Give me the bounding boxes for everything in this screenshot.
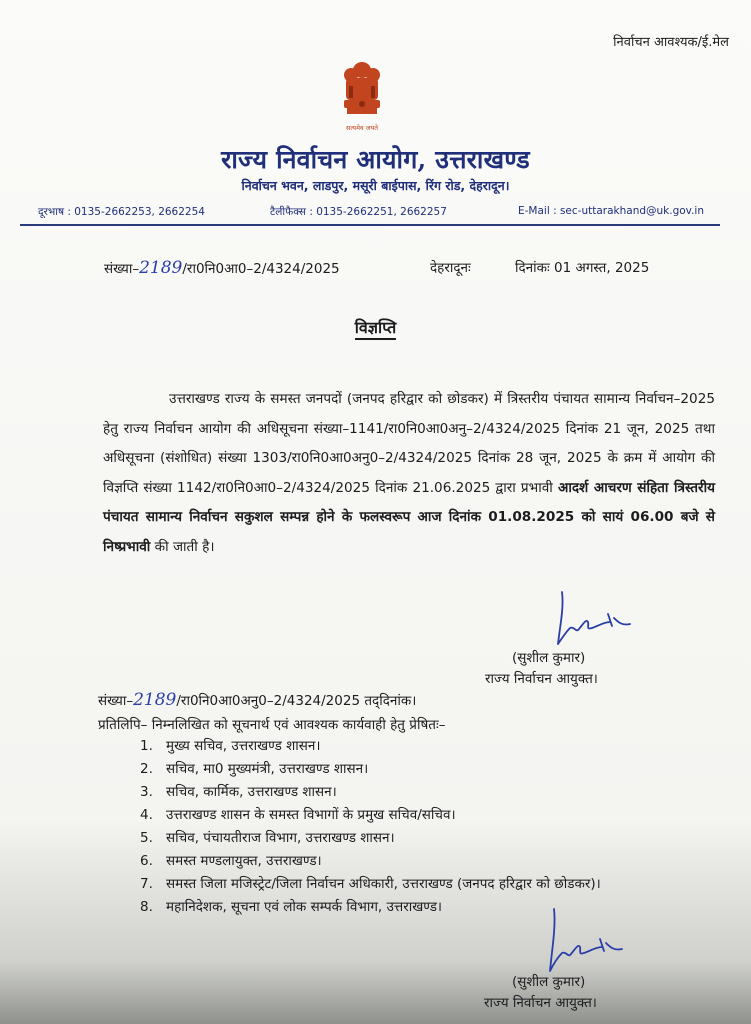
national-emblem-icon [338, 58, 386, 136]
signature-2-image [536, 905, 626, 975]
handwritten-number: 2189 [133, 690, 177, 710]
list-item: 3. सचिव, कार्मिक, उत्तराखण्ड शासन। [140, 784, 337, 800]
place: देहरादूनः [430, 260, 471, 276]
header-top-right-note: निर्वाचन आवश्यक/ई.मेल [613, 35, 729, 50]
copy-reference-number: संख्या–2189/रा0नि0आ0अनु0–2/4324/2025 तद्‌दिनांक। [98, 690, 417, 710]
letterhead-divider [20, 224, 720, 226]
notice-body-bold: आदर्श आचरण संहिता त्रिस्तरीय पंचायत सामान्य निर्वाचन सकुशल सम्पन्न होने के फलस्वरूप आज दिनांक 01.08.2025 को सायं 06.00 बजे से निष्प्रभावी [103, 479, 715, 555]
list-item: 8. महानिदेशक, सूचना एवं लोक सम्पर्क विभाग, उत्तराखण्ड। [140, 899, 443, 915]
handwritten-number: 2189 [139, 258, 183, 278]
reference-number: संख्या–2189/रा0नि0आ0–2/4324/2025 [104, 258, 340, 278]
signatory-2-designation: राज्य निर्वाचन आयुक्त। [484, 995, 597, 1011]
list-item: 4. उत्तराखण्ड शासन के समस्त विभागों के प्रमुख सचिव/सचिव। [140, 807, 456, 823]
organization-address: निर्वाचन भवन, लाडपुर, मसूरी बाईपास, रिंग रोड, देहरादून। [241, 178, 510, 193]
list-item: 6. समस्त मण्डलायुक्त, उत्तराखण्ड। [140, 853, 322, 869]
signature-1-image [548, 588, 638, 648]
list-item: 7. समस्त जिला मजिस्ट्रेट/जिला निर्वाचन अधिकारी, उत्तराखण्ड (जनपद हरिद्वार को छोडकर)। [140, 876, 601, 892]
copy-recipient-list [140, 735, 720, 919]
signatory-2-name: (सुशील कुमार) [512, 974, 586, 990]
signatory-1-designation: राज्य निर्वाचन आयुक्त। [485, 671, 598, 687]
svg-text:सत्यमेव जयते: सत्यमेव जयते [346, 124, 378, 132]
fax-number: टैलीफैक्स : 0135-2662251, 2662257 [270, 206, 447, 218]
notice-title: विज्ञप्ति [0, 316, 751, 338]
list-item: 1. मुख्य सचिव, उत्तराखण्ड शासन। [140, 738, 321, 754]
organization-name: राज्य निर्वाचन आयोग, उत्तराखण्ड [221, 145, 530, 174]
date: दिनांकः 01 अगस्त, 2025 [515, 260, 650, 276]
copy-heading: प्रतिलिपि– निम्नलिखित को सूचनार्थ एवं आवश्यक कार्यवाही हेतु प्रेषितः– [98, 717, 446, 733]
signatory-1-name: (सुशील कुमार) [512, 650, 586, 666]
notice-body: उत्तराखण्ड राज्य के समस्त जनपदों (जनपद हरिद्वार को छोडकर) में त्रिस्तरीय पंचायत सामान्य निर्वाचन–2025 हेतु राज्य निर्वाचन आयोग की अधिसूचना संख्या–1141/रा0नि0आ0अनु–2/4324/2025 दिनांक 21 जून, 2025 तथा अधिसूचना (संशोधित) संख्या 1303/रा0नि0आ0अनु0–2/4324/2025 दिनांक 28 जून, 2025 के क्रम में आयोग की विज्ञप्ति संख्या 1142/रा0नि0आ0–2/4324/2025 दिनांक 21.06.2025 द्वारा प्रभावी आदर्श आचरण संहिता त्रिस्तरीय पंचायत सामान्य निर्वाचन सकुशल सम्पन्न होने के फलस्वरूप आज दिनांक 01.08.2025 को सायं 06.00 बजे से निष्प्रभावी की जाती है। [103, 391, 715, 555]
email-address: E-Mail : sec-uttarakhand@uk.gov.in [518, 205, 704, 217]
list-item: 2. सचिव, मा0 मुख्यमंत्री, उत्तराखण्ड शासन। [140, 761, 369, 777]
list-item: 5. सचिव, पंचायतीराज विभाग, उत्तराखण्ड शासन। [140, 830, 395, 846]
phone-number: दूरभाष : 0135-2662253, 2662254 [38, 206, 205, 218]
